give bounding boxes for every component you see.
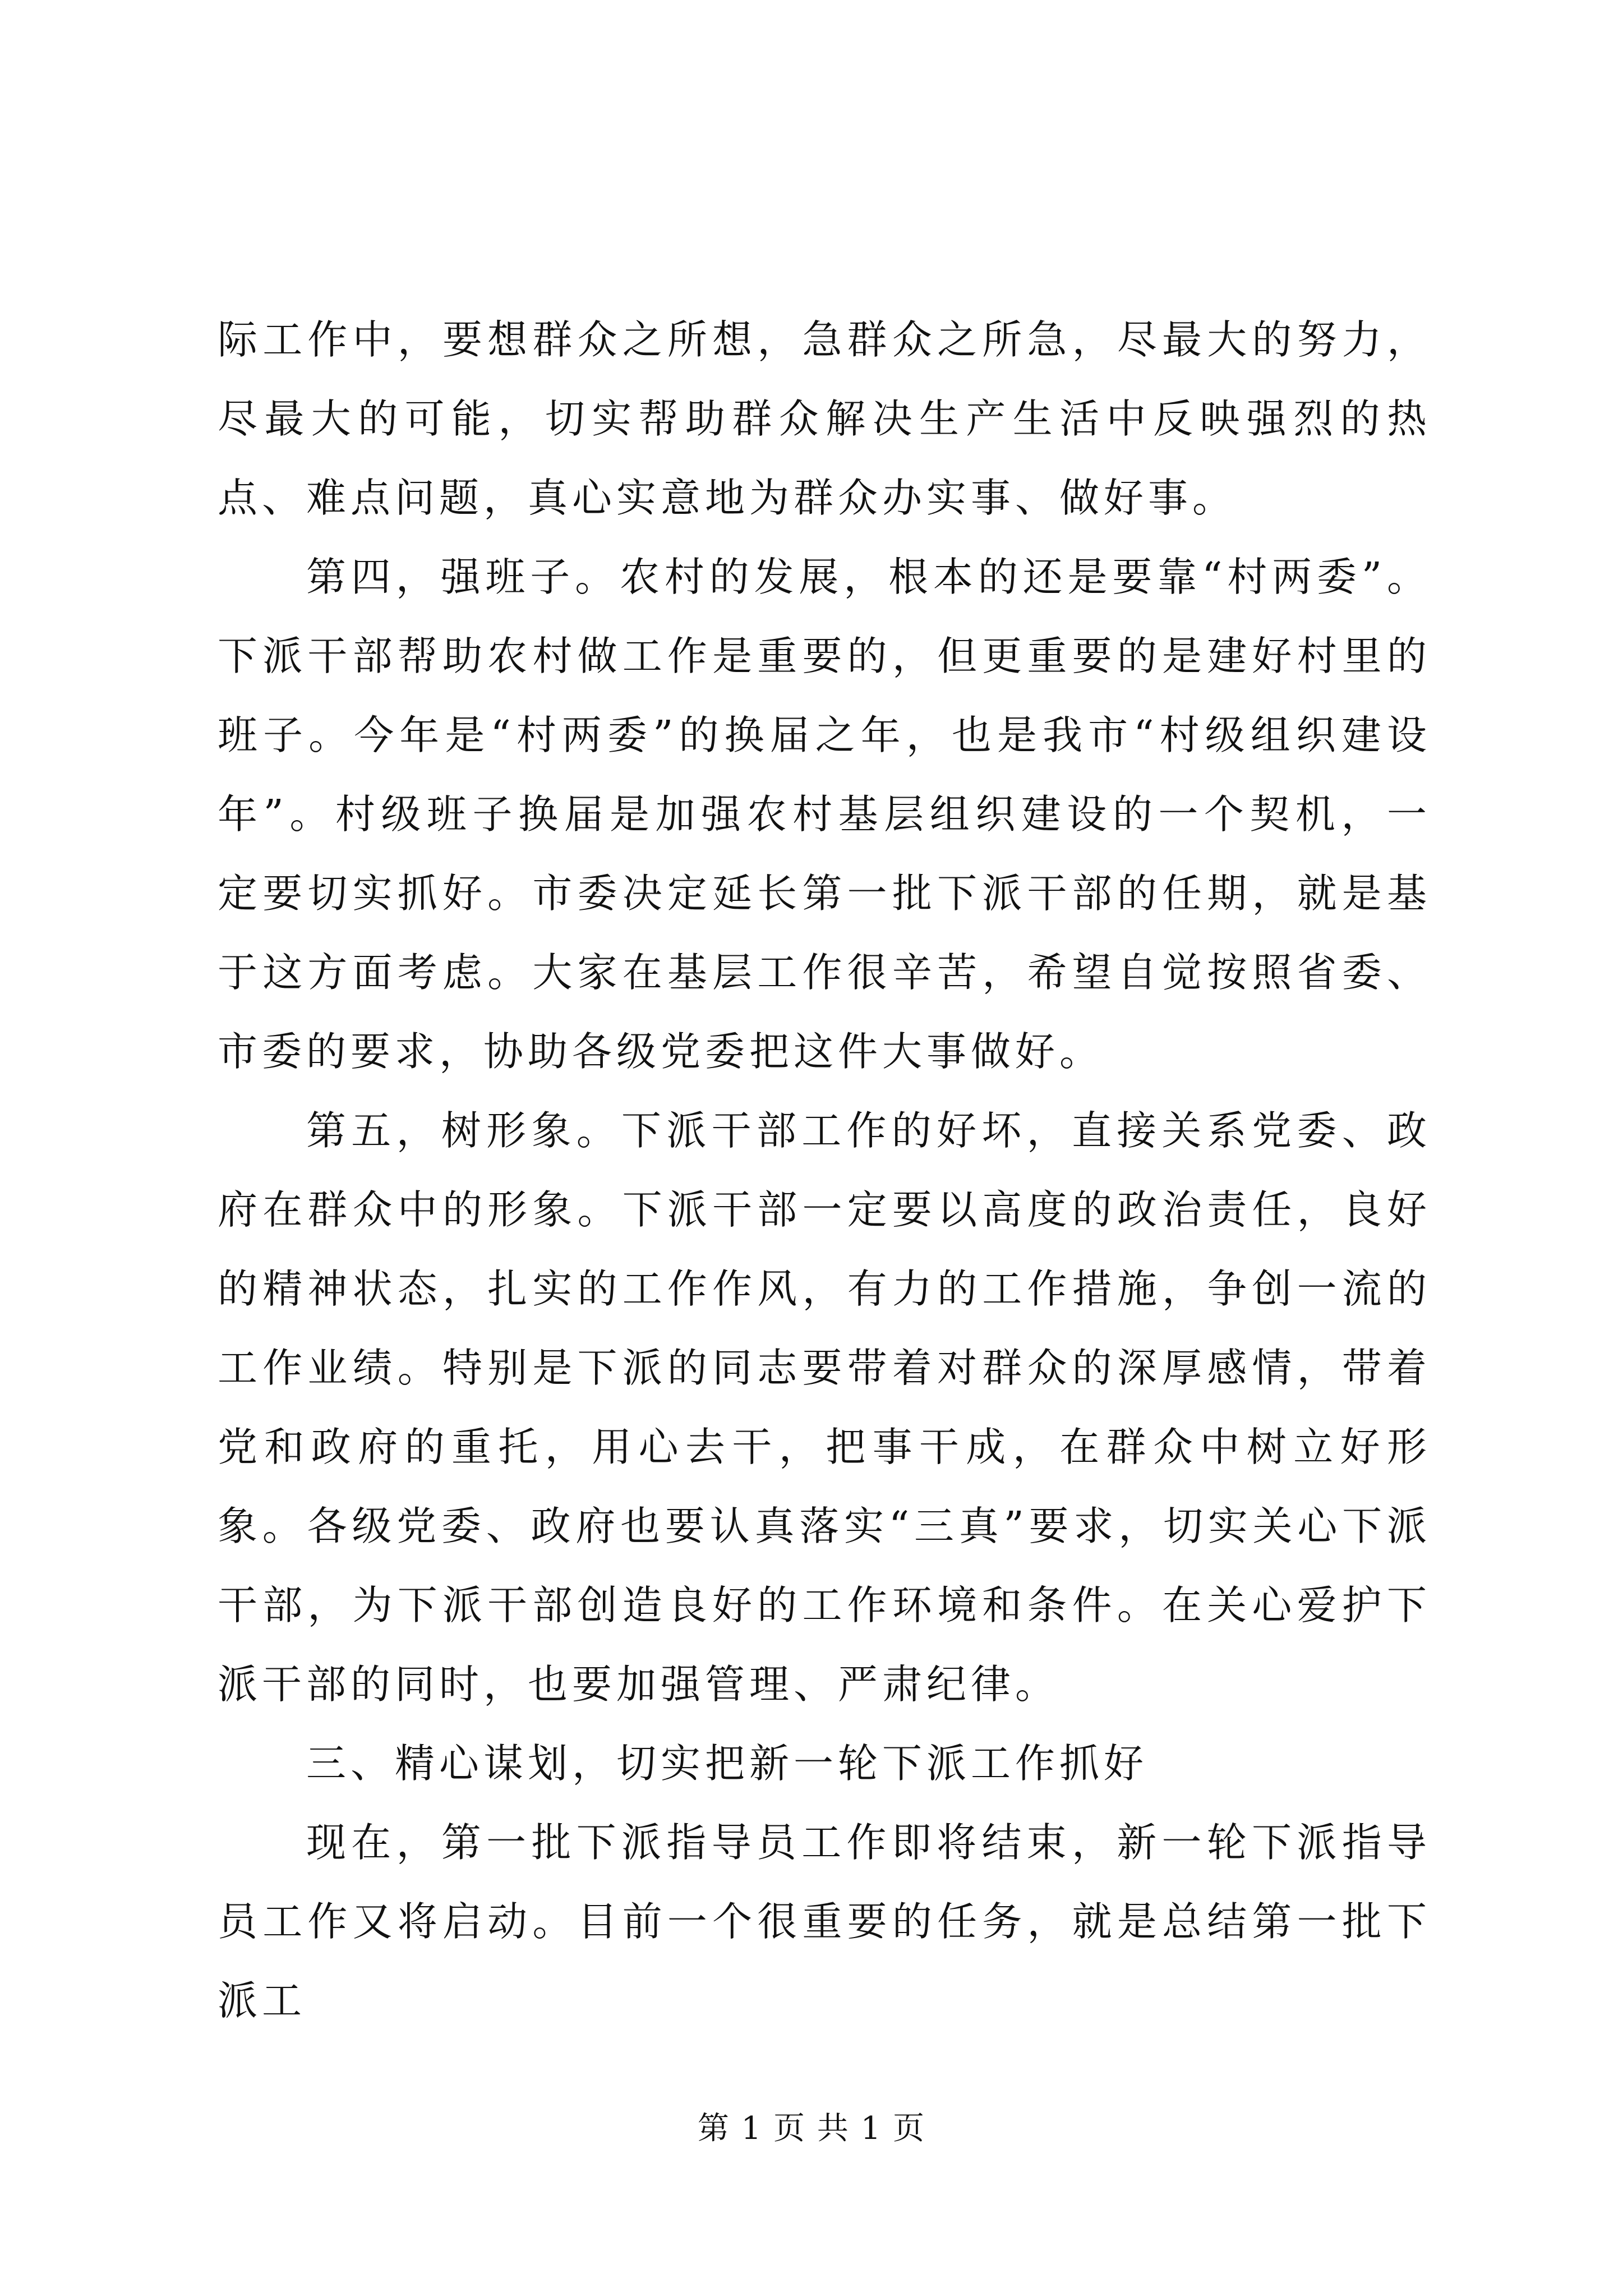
section-heading-three: 三、精心谋划，切实把新一轮下派工作抓好 [306, 1740, 1149, 1787]
paragraph-fourth-point: 第四，强班子。农村的发展，根本的还是要靠“村两委”。下派干部帮助农村做工作是重要的，但更重要的是建好村里的班子。今年是“村两委”的换届之年，也是我市“村级组织建设年”。村级班子换届是加强农村基层组织建设的一个契机，一定要切实抓好。市委决定延长第一批下派干部的任期，就是基于这方面考虑。大家在基层工作很辛苦，希望自觉按照省委、市委的要求，协助各级党委把这件大事做好。 [218, 554, 1431, 1075]
document-body [218, 300, 1431, 2040]
paragraph-fifth-point: 第五，树形象。下派干部工作的好坏，直接关系党委、政府在群众中的形象。下派干部一定要以高度的政治责任，良好的精神状态，扎实的工作作风，有力的工作措施，争创一流的工作业绩。特别是下派的同志要带着对群众的深厚感情，带着党和政府的重托，用心去干，把事干成，在群众中树立好形象。各级党委、政府也要认真落实“三真”要求，切实关心下派干部，为下派干部创造良好的工作环境和条件。在关心爱护下派干部的同时，也要加强管理、严肃纪律。 [218, 1107, 1431, 1708]
paragraph-continuation: 际工作中，要想群众之所想，急群众之所急，尽最大的努力，尽最大的可能，切实帮助群众解决生产生活中反映强烈的热点、难点问题，真心实意地为群众办实事、做好事。 [218, 316, 1431, 521]
page-footer: 第 1 页 共 1 页 [697, 2110, 926, 2147]
paragraph-section-three-intro: 现在，第一批下派指导员工作即将结束，新一轮下派指导员工作又将启动。目前一个很重要的任务，就是总结第一批下派工 [218, 1819, 1431, 2024]
